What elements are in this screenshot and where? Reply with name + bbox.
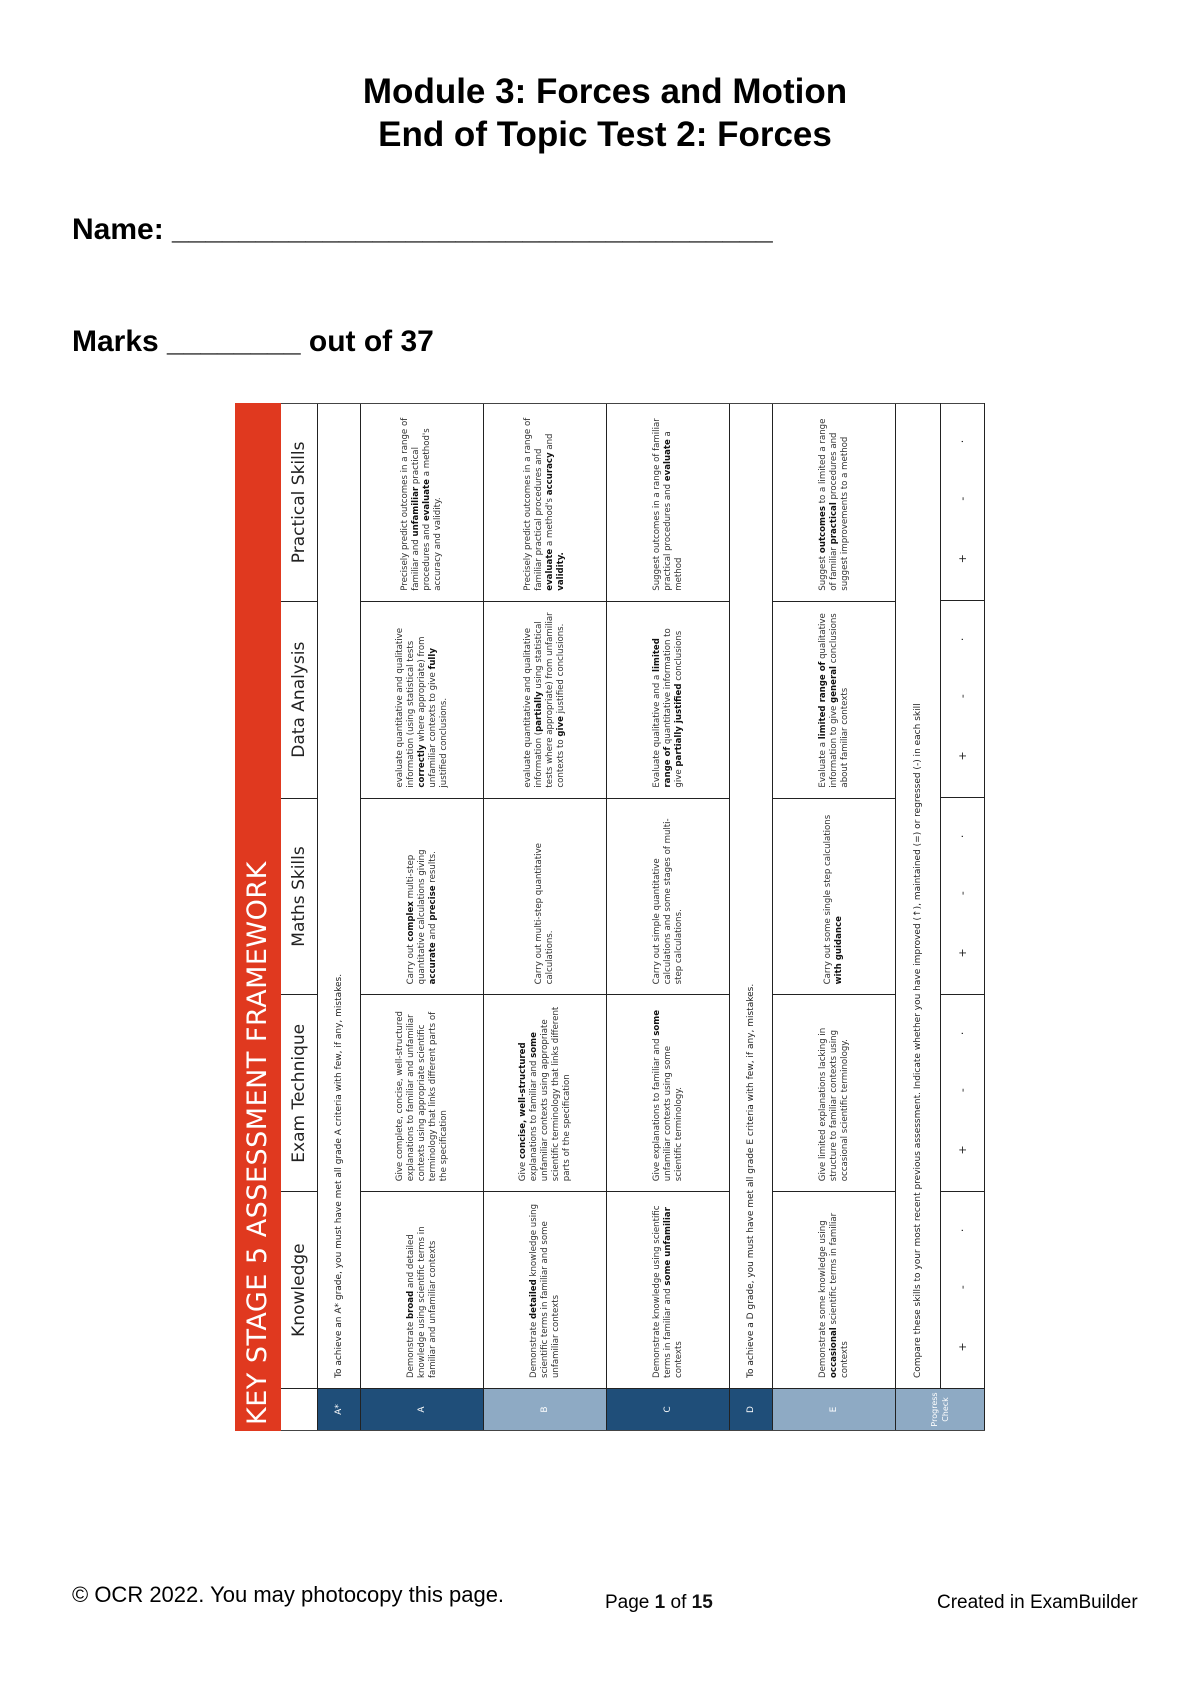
criteria-text xyxy=(400,414,444,591)
progress-check-body xyxy=(896,403,985,1388)
grade-row-d xyxy=(730,403,773,1431)
criteria-segment: a method's xyxy=(545,495,555,549)
criteria-text xyxy=(518,1005,573,1181)
page-current: 1 xyxy=(654,1592,666,1613)
column-header-exam-technique: Exam Technique xyxy=(281,994,318,1191)
criteria-cell xyxy=(773,404,896,601)
progress-mark-cell[interactable] xyxy=(941,403,985,600)
criteria-cell xyxy=(773,1191,896,1388)
criteria-segment: and xyxy=(545,433,555,453)
criteria-text xyxy=(395,612,450,788)
page-title: Module 3: Forces and Motion xyxy=(362,72,848,111)
grade-requirement-text: To achieve an A* grade, you must have met all grade A criteria with few, if any, mistakes. xyxy=(318,404,361,1388)
criteria-segment: where appropriate) from unfamiliar contexts to give xyxy=(416,636,438,788)
progress-mark-cell[interactable] xyxy=(941,994,985,1191)
criteria-segment: practical procedures and xyxy=(411,447,432,591)
criteria-cell xyxy=(607,404,730,601)
criteria-text xyxy=(818,414,851,591)
criteria-text xyxy=(395,1005,450,1181)
column-header-practical-skills: Practical Skills xyxy=(281,404,318,601)
progress-mark: · xyxy=(956,834,969,839)
criteria-text xyxy=(523,612,567,788)
criteria-emphasis: concise, well-structured xyxy=(517,1042,528,1160)
grade-label: A* xyxy=(318,1388,361,1430)
criteria-segment: to a limited a range of familiar xyxy=(817,418,839,591)
criteria-text xyxy=(652,414,685,591)
criteria-segment: Demonstrate knowledge using scientific terms in familiar and xyxy=(651,1205,673,1379)
criteria-text xyxy=(818,1202,851,1378)
grade-label: A xyxy=(361,1388,484,1430)
progress-mark: · xyxy=(956,637,969,642)
criteria-cell xyxy=(607,601,730,798)
page-subtitle: End of Topic Test 2: Forces xyxy=(378,115,832,154)
criteria-emphasis: outcomes xyxy=(817,506,828,554)
criteria-emphasis: some xyxy=(528,1032,539,1058)
criteria-emphasis: detailed xyxy=(528,1279,539,1319)
criteria-segment: Evaluate qualitative and a xyxy=(651,671,662,788)
grade-label: B xyxy=(484,1388,607,1430)
criteria-segment: qualitative information to give xyxy=(817,613,839,788)
criteria-cell xyxy=(607,994,730,1191)
page-prefix: Page xyxy=(605,1592,655,1613)
criteria-emphasis: general xyxy=(828,666,839,703)
criteria-text xyxy=(652,1005,685,1181)
criteria-text xyxy=(523,414,567,591)
criteria-segment: a method xyxy=(662,431,684,591)
grade-row xyxy=(607,403,730,1431)
criteria-cell xyxy=(361,994,484,1191)
progress-mark: + xyxy=(956,1145,969,1155)
criteria-cell xyxy=(484,1191,607,1388)
criteria-segment: a method's accuracy and validity. xyxy=(422,428,443,591)
progress-mark: - xyxy=(956,1088,969,1093)
criteria-text xyxy=(406,809,439,985)
criteria-cell xyxy=(484,798,607,995)
criteria-segment: conclusions xyxy=(673,630,684,684)
progress-mark: + xyxy=(956,554,969,564)
criteria-segment: justified conclusions. xyxy=(556,623,566,717)
page-number xyxy=(605,1592,713,1614)
criteria-cell xyxy=(773,994,896,1191)
grade-label: E xyxy=(773,1388,896,1430)
grade-label: D xyxy=(730,1388,773,1430)
criteria-segment: and xyxy=(427,920,438,943)
name-field[interactable]: Name: ____________________________________ xyxy=(72,213,773,246)
grade-row xyxy=(484,403,607,1431)
criteria-cell xyxy=(361,404,484,601)
criteria-cell xyxy=(607,1191,730,1388)
progress-check-instructions: Compare these skills to your most recent previous assessment. Indicate whether you have improved (↑), maintained (=) or regressed (-) in each skill xyxy=(896,403,941,1388)
criteria-emphasis: partially xyxy=(534,691,544,732)
criteria-cell xyxy=(361,601,484,798)
framework-title: KEY STAGE 5 ASSESSMENT FRAMEWORK xyxy=(235,403,281,1431)
criteria-text xyxy=(534,809,556,985)
criteria-emphasis: evaluate xyxy=(662,439,673,482)
criteria-segment: Precisely predict outcomes in a range of familiar and xyxy=(400,417,421,591)
assessment-framework-table xyxy=(235,403,978,1431)
criteria-text xyxy=(818,612,851,788)
grade-requirement-text: To achieve a D grade, you must have met all grade E criteria with few, if any, mistakes. xyxy=(730,404,773,1388)
criteria-emphasis: some unfamiliar xyxy=(662,1207,673,1286)
criteria-emphasis: validity. xyxy=(556,552,566,591)
criteria-cell xyxy=(773,601,896,798)
criteria-text xyxy=(818,1005,851,1181)
criteria-segment: multi-step quantitative calculations giving xyxy=(405,849,427,985)
criteria-segment: Carry out xyxy=(405,941,416,985)
criteria-segment: Give limited explanations lacking in structure to familiar contexts using occasional scientific terminology. xyxy=(817,1027,850,1182)
criteria-emphasis: limited range of xyxy=(817,661,828,740)
criteria-segment: Demonstrate xyxy=(528,1319,539,1379)
criteria-text xyxy=(652,612,685,788)
corner-cell xyxy=(281,1388,318,1430)
column-header-data-analysis: Data Analysis xyxy=(281,601,318,798)
criteria-cell xyxy=(484,404,607,601)
header-row xyxy=(281,403,318,1431)
criteria-segment: Give xyxy=(517,1159,528,1182)
criteria-segment: Give explanations to familiar and xyxy=(651,1035,662,1182)
criteria-emphasis: accuracy xyxy=(545,452,555,496)
progress-mark: + xyxy=(956,751,969,761)
criteria-emphasis: partially justified xyxy=(673,683,684,767)
criteria-emphasis: broad xyxy=(405,1290,416,1319)
progress-mark-cell[interactable] xyxy=(941,797,985,994)
progress-mark: - xyxy=(956,1285,969,1290)
criteria-segment: unfamiliar contexts using appropriate scientific terminology that links different parts of the specification xyxy=(539,1006,572,1182)
criteria-segment: contexts xyxy=(673,1341,684,1379)
criteria-segment: Give complete, concise, well-structured explanations to familiar and unfamiliar contexts using appropriate scientific terminology that links different parts of the specification xyxy=(394,1011,449,1182)
criteria-segment: Demonstrate xyxy=(405,1319,416,1379)
criteria-segment: unfamiliar contexts using some scientific terminology. xyxy=(662,1046,684,1182)
criteria-segment: explanations to familiar and xyxy=(528,1057,539,1182)
criteria-cell xyxy=(361,798,484,995)
created-in-label: Created in ExamBuilder xyxy=(937,1592,1138,1613)
criteria-emphasis: occasional xyxy=(828,1327,839,1379)
criteria-text xyxy=(823,809,845,985)
progress-mark: - xyxy=(956,891,969,896)
criteria-emphasis: evaluate xyxy=(545,548,555,591)
criteria-cell xyxy=(773,798,896,995)
criteria-emphasis: correctly xyxy=(416,744,427,788)
criteria-emphasis: fully xyxy=(427,648,438,670)
criteria-segment: using statistical tests where appropriate) from unfamiliar contexts to xyxy=(534,612,566,788)
progress-mark: - xyxy=(956,496,969,501)
progress-mark: · xyxy=(956,1031,969,1036)
progress-check-label: Progress Check xyxy=(896,1388,985,1430)
criteria-segment: Carry out multi-step quantitative calculations. xyxy=(534,843,555,985)
criteria-emphasis: accurate xyxy=(427,942,438,985)
criteria-text xyxy=(652,1202,685,1378)
criteria-segment: conclusions about familiar contexts xyxy=(828,613,850,788)
grade-row xyxy=(773,403,896,1431)
progress-mark-cell[interactable] xyxy=(941,1191,985,1388)
criteria-segment: procedures and suggest improvements to a method xyxy=(828,432,850,591)
criteria-segment: scientific terms in familiar contexts xyxy=(828,1212,850,1379)
copyright-notice: © OCR 2022. You may photocopy this page. xyxy=(72,1582,505,1607)
progress-mark: + xyxy=(956,948,969,958)
criteria-cell xyxy=(361,1191,484,1388)
criteria-emphasis: limited range of xyxy=(651,638,673,788)
criteria-text xyxy=(406,1202,439,1378)
progress-mark-cell[interactable] xyxy=(941,600,985,797)
criteria-segment: justified conclusions. xyxy=(438,697,449,788)
criteria-emphasis: some xyxy=(651,1009,662,1036)
progress-mark: · xyxy=(956,439,969,444)
criteria-text xyxy=(652,809,685,985)
criteria-segment: Demonstrate some knowledge using xyxy=(817,1220,828,1379)
page-total: 15 xyxy=(691,1592,713,1613)
criteria-segment: Suggest outcomes in a range of familiar practical procedures and xyxy=(651,418,673,591)
progress-check-row xyxy=(896,403,985,1431)
criteria-cell xyxy=(484,994,607,1191)
criteria-segment: quantitative information to give xyxy=(662,628,684,788)
criteria-segment: evaluate quantitative and qualitative information (using statistical tests xyxy=(394,627,416,788)
criteria-emphasis: practical xyxy=(828,502,839,545)
progress-mark: - xyxy=(956,694,969,699)
criteria-segment: Precisely predict outcomes in a range of familiar practical procedures and xyxy=(523,417,544,591)
criteria-segment: Carry out some single step calculations xyxy=(823,814,833,985)
page-of: of xyxy=(665,1592,692,1613)
criteria-text xyxy=(529,1202,562,1378)
criteria-emphasis: unfamiliar xyxy=(411,486,421,537)
criteria-emphasis: give xyxy=(556,716,566,737)
criteria-emphasis: complex xyxy=(405,901,416,942)
criteria-emphasis: precise xyxy=(427,885,438,921)
progress-mark: + xyxy=(956,1342,969,1352)
criteria-segment: Carry out simple quantitative calculations and some stages of multi-step calculations. xyxy=(651,818,684,985)
criteria-cell xyxy=(607,798,730,995)
criteria-cell xyxy=(484,601,607,798)
criteria-segment: results. xyxy=(427,851,438,886)
criteria-segment: and detailed knowledge using scientific terms in familiar and unfamiliar contexts xyxy=(405,1226,438,1379)
progress-marks-row xyxy=(941,403,985,1388)
progress-mark: · xyxy=(956,1228,969,1233)
criteria-segment: Suggest xyxy=(817,553,828,591)
grade-label: C xyxy=(607,1388,730,1430)
grade-row xyxy=(361,403,484,1431)
marks-field[interactable]: Marks ________ out of 37 xyxy=(72,325,434,358)
criteria-emphasis: evaluate xyxy=(422,479,432,522)
column-header-maths-skills: Maths Skills xyxy=(281,798,318,995)
column-header-knowledge: Knowledge xyxy=(281,1191,318,1388)
grade-row-a_star xyxy=(318,403,361,1431)
criteria-segment: Evaluate a xyxy=(817,739,828,788)
criteria-segment: evaluate quantitative and qualitative information ( xyxy=(523,627,544,788)
criteria-segment: knowledge using scientific terms in familiar and some unfamiliar contexts xyxy=(528,1203,561,1379)
criteria-emphasis: with guidance xyxy=(834,916,844,985)
